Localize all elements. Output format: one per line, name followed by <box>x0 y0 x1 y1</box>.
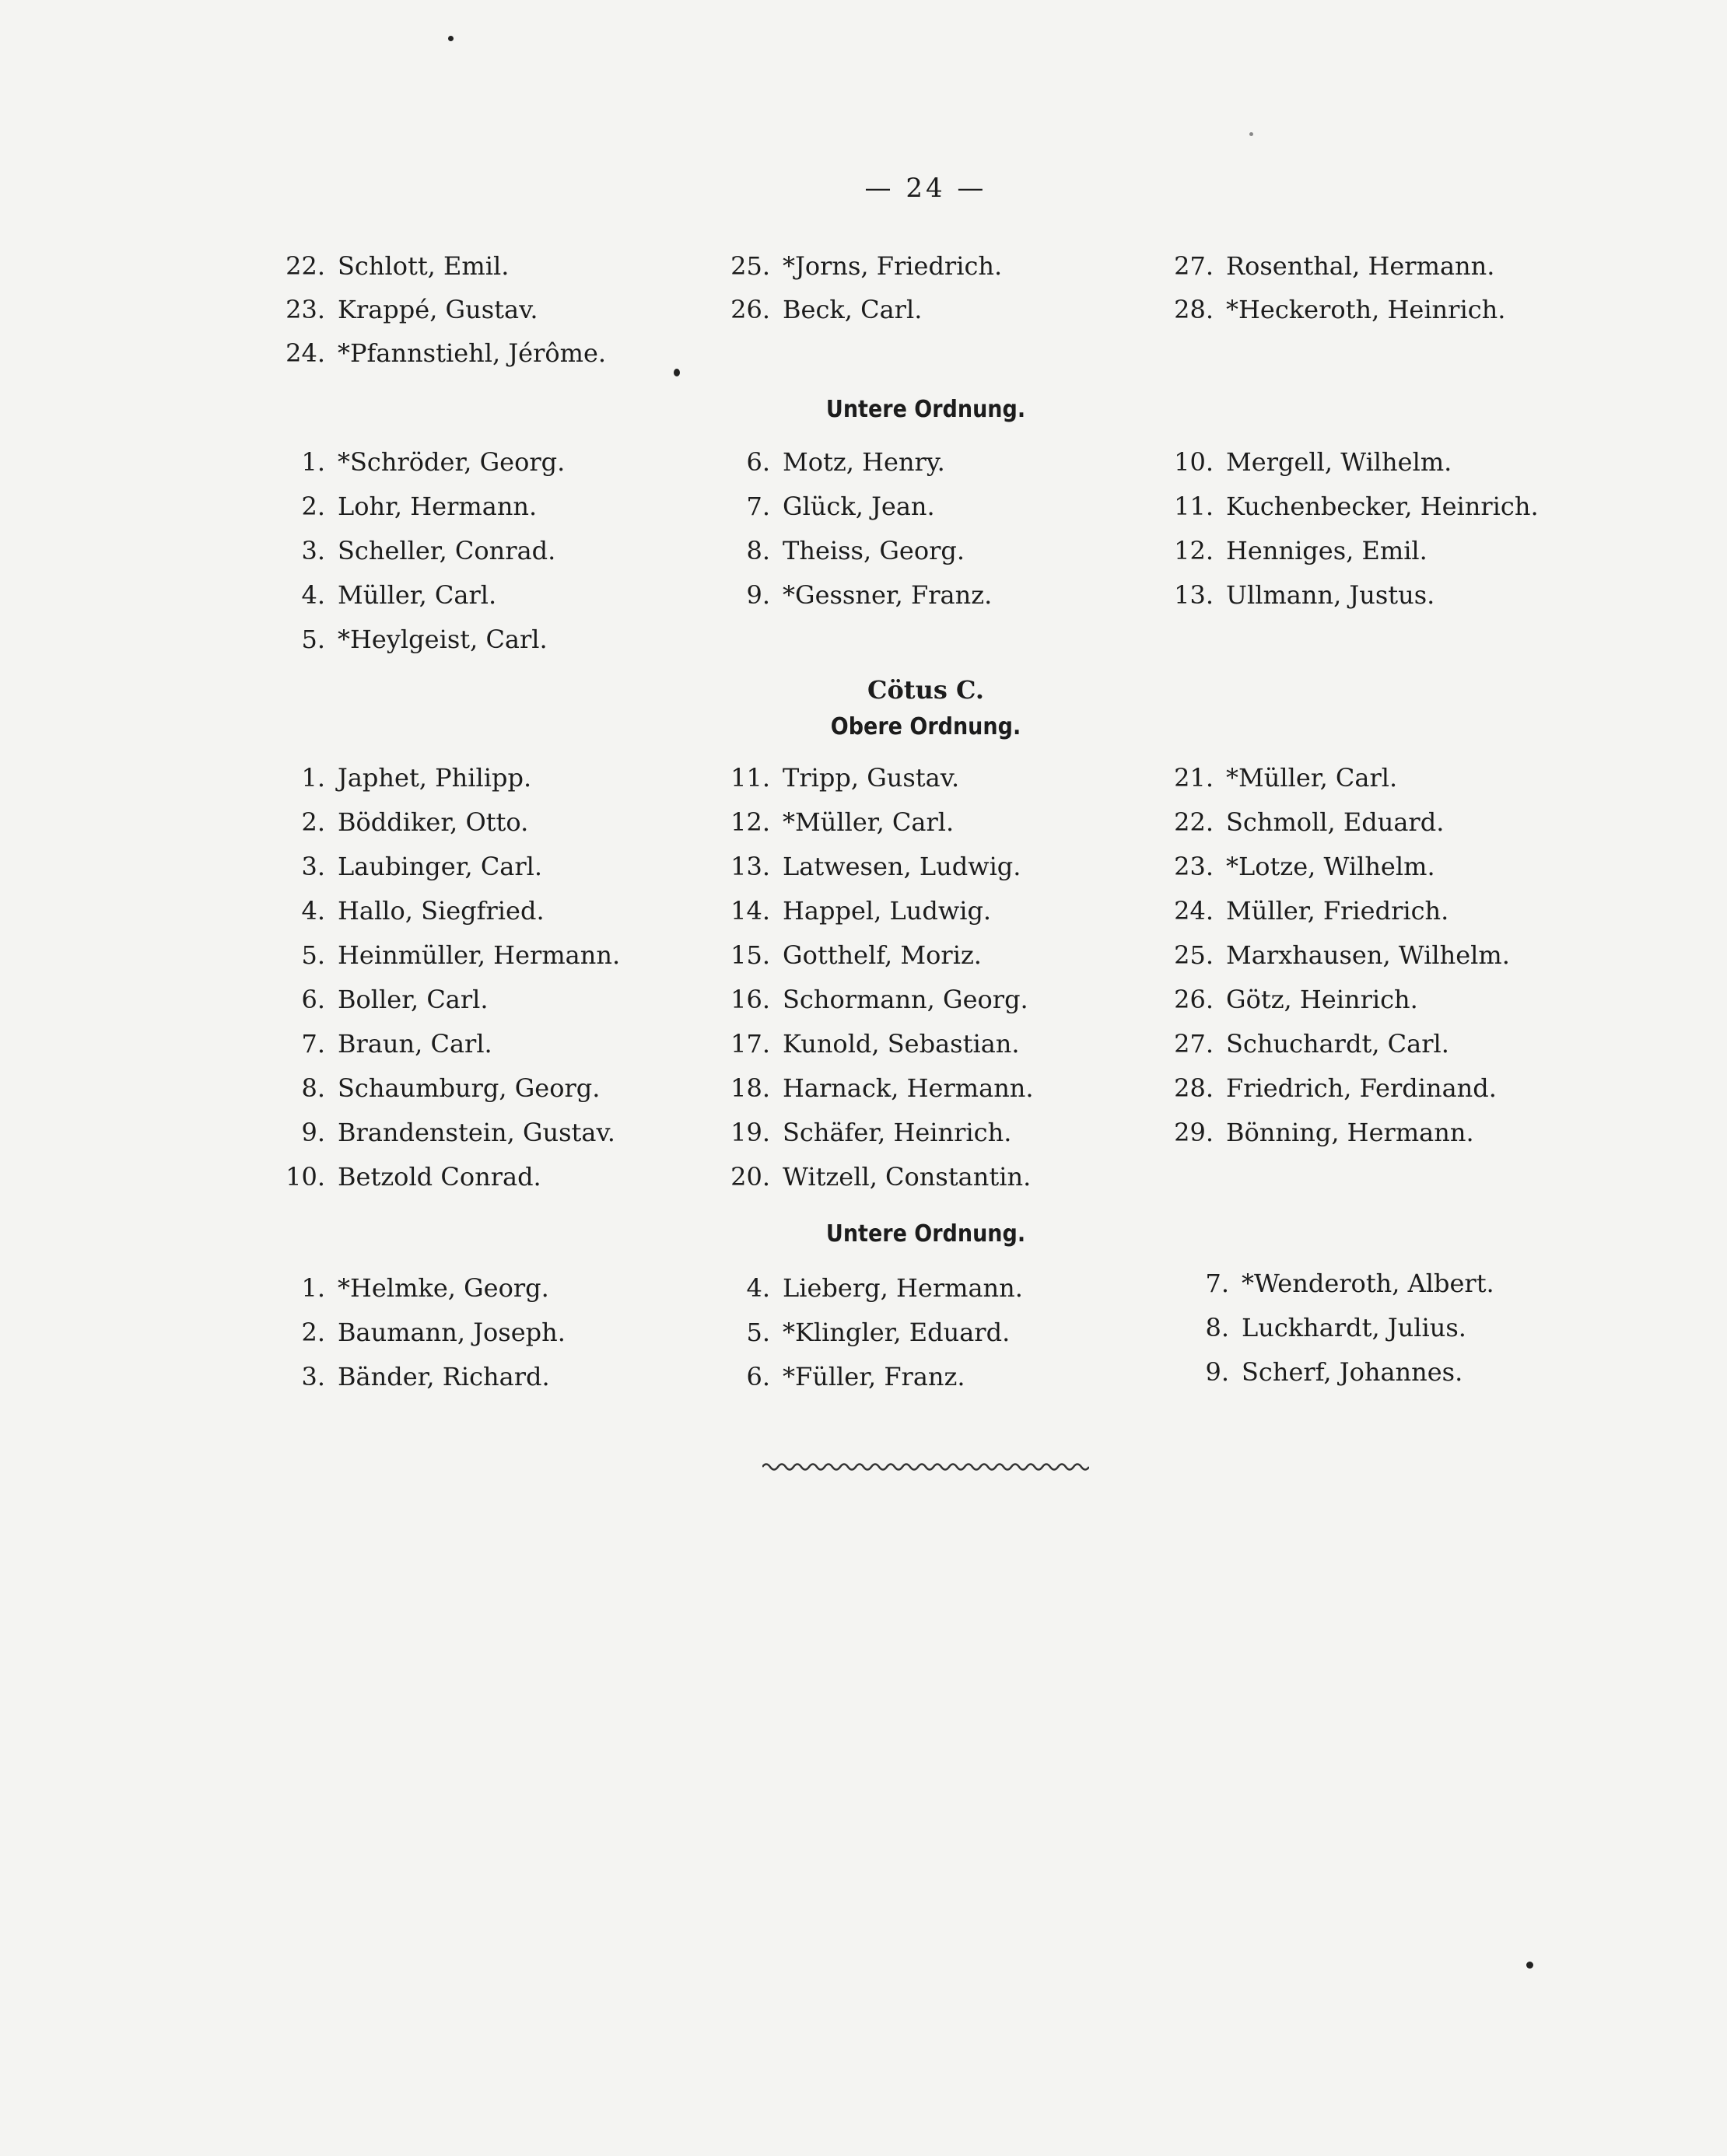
paper-speck <box>448 36 454 41</box>
list-item: 11. Tripp, Gustav. <box>730 763 960 793</box>
list-item: 24. Müller, Friedrich. <box>1174 896 1449 926</box>
section-title-cotus-c: Cötus C. <box>867 675 985 705</box>
list-item: 2. Lohr, Hermann. <box>301 492 538 521</box>
list-item: 5. *Heylgeist, Carl. <box>301 625 548 654</box>
list-item: 29. Bönning, Hermann. <box>1174 1118 1474 1147</box>
list-item: 5. *Klingler, Eduard. <box>746 1318 1011 1347</box>
list-item: 4. Hallo, Siegfried. <box>301 896 545 926</box>
list-item: 10. Mergell, Wilhelm. <box>1174 447 1452 477</box>
section-heading-untere-ordnung-c: Untere Ordnung. <box>825 1220 1026 1248</box>
list-item: 15. Gotthelf, Moriz. <box>730 940 982 970</box>
list-item: 23. *Lotze, Wilhelm. <box>1174 852 1435 881</box>
list-item: 17. Kunold, Sebastian. <box>730 1029 1020 1059</box>
list-item: 27. Schuchardt, Carl. <box>1174 1029 1449 1059</box>
list-item: 24. *Pfannstiehl, Jérôme. <box>285 338 607 368</box>
list-item: 6. Boller, Carl. <box>301 985 489 1014</box>
list-item: 19. Schäfer, Heinrich. <box>730 1118 1012 1147</box>
list-item: 3. Scheller, Conrad. <box>301 536 556 565</box>
list-item: 4. Lieberg, Hermann. <box>746 1273 1023 1303</box>
list-item: 2. Baumann, Joseph. <box>301 1318 566 1347</box>
list-item: 9. *Gessner, Franz. <box>746 580 993 610</box>
list-item: 5. Heinmüller, Hermann. <box>301 940 621 970</box>
list-item: 23. Krappé, Gustav. <box>285 295 538 324</box>
paper-speck <box>1526 1962 1533 1969</box>
list-item: 2. Böddiker, Otto. <box>301 807 529 837</box>
list-item: 6. Motz, Henry. <box>746 447 945 477</box>
list-item: 26. Götz, Heinrich. <box>1174 985 1418 1014</box>
list-item: 3. Bänder, Richard. <box>301 1362 550 1391</box>
list-item: 12. Henniges, Emil. <box>1174 536 1427 565</box>
list-item: 25. *Jorns, Friedrich. <box>730 251 1003 281</box>
list-item: 8. Theiss, Georg. <box>746 536 965 565</box>
list-item: 4. Müller, Carl. <box>301 580 497 610</box>
list-item: 6. *Füller, Franz. <box>746 1362 965 1391</box>
list-item: 26. Beck, Carl. <box>730 295 923 324</box>
list-item: 18. Harnack, Hermann. <box>730 1073 1034 1103</box>
list-item: 1. *Helmke, Georg. <box>301 1273 549 1303</box>
list-item: 22. Schlott, Emil. <box>285 251 510 281</box>
section-heading-untere-ordnung: Untere Ordnung. <box>825 396 1026 423</box>
page-number: — 24 — <box>864 173 987 204</box>
list-item: 13. Ullmann, Justus. <box>1174 580 1435 610</box>
paper-speck <box>1249 132 1253 136</box>
list-item: 28. Friedrich, Ferdinand. <box>1174 1073 1497 1103</box>
paper-speck <box>674 369 680 376</box>
list-item: 8. Luckhardt, Julius. <box>1205 1313 1466 1342</box>
list-item: 22. Schmoll, Eduard. <box>1174 807 1445 837</box>
list-item: 21. *Müller, Carl. <box>1174 763 1398 793</box>
list-item: 10. Betzold Conrad. <box>285 1162 541 1192</box>
list-item: 7. Braun, Carl. <box>301 1029 492 1059</box>
wavy-divider-ornament <box>762 1459 1089 1475</box>
section-heading-obere-ordnung: Obere Ordnung. <box>830 713 1021 740</box>
list-item: 28. *Heckeroth, Heinrich. <box>1174 295 1506 324</box>
list-item: 14. Happel, Ludwig. <box>730 896 992 926</box>
list-item: 8. Schaumburg, Georg. <box>301 1073 601 1103</box>
list-item: 20. Witzell, Constantin. <box>730 1162 1032 1192</box>
list-item: 3. Laubinger, Carl. <box>301 852 543 881</box>
list-item: 27. Rosenthal, Hermann. <box>1174 251 1495 281</box>
list-item: 7. *Wenderoth, Albert. <box>1205 1269 1494 1298</box>
list-item: 1. Japhet, Philipp. <box>301 763 532 793</box>
list-item: 7. Glück, Jean. <box>746 492 935 521</box>
list-item: 1. *Schröder, Georg. <box>301 447 566 477</box>
list-item: 25. Marxhausen, Wilhelm. <box>1174 940 1510 970</box>
list-item: 9. Brandenstein, Gustav. <box>301 1118 615 1147</box>
list-item: 11. Kuchenbecker, Heinrich. <box>1174 492 1539 521</box>
list-item: 12. *Müller, Carl. <box>730 807 955 837</box>
list-item: 16. Schormann, Georg. <box>730 985 1028 1014</box>
list-item: 13. Latwesen, Ludwig. <box>730 852 1021 881</box>
list-item: 9. Scherf, Johannes. <box>1205 1357 1463 1387</box>
